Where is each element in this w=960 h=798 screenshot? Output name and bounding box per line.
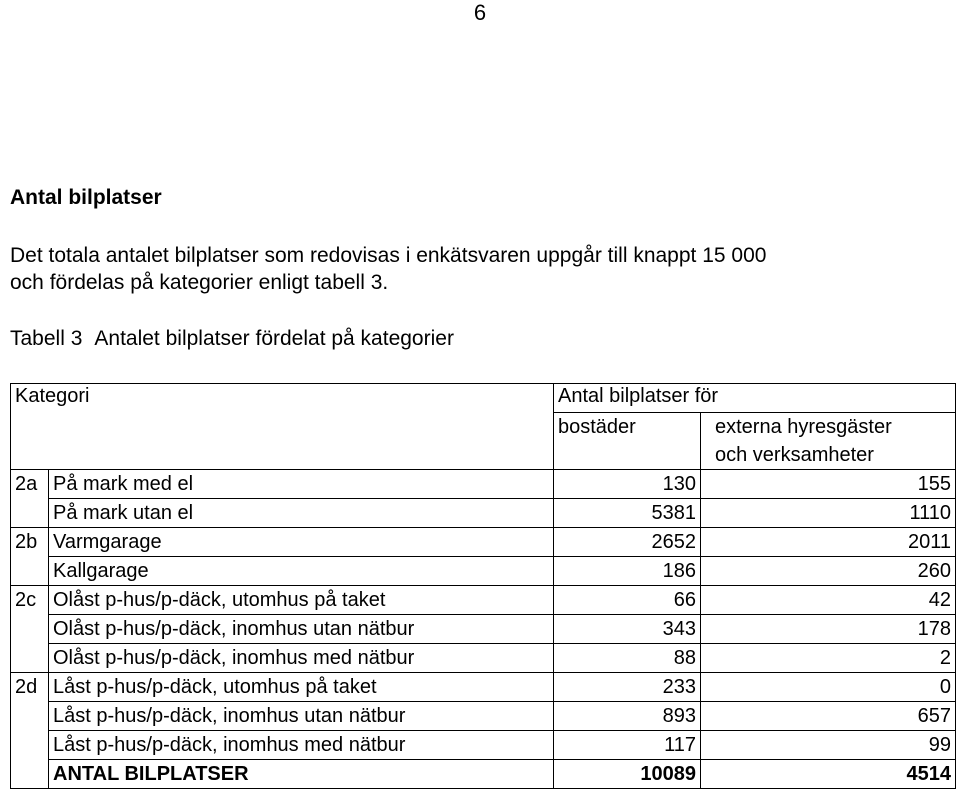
row-code (11, 557, 49, 586)
row-label: Olåst p-hus/p-däck, inomhus utan nätbur (49, 615, 554, 644)
parking-table (10, 383, 956, 789)
total-label: ANTAL BILPLATSER (49, 760, 554, 789)
header-row-1 (11, 384, 956, 413)
row-externa: 0 (701, 673, 956, 702)
page-number: 6 (473, 0, 487, 25)
header-externa-line-1: externa hyresgäster (701, 413, 956, 442)
caption-text: Antalet bilplatser fördelat på kategorier (94, 327, 454, 350)
row-bostader: 88 (554, 644, 701, 673)
row-externa: 1110 (701, 499, 956, 528)
row-bostader: 2652 (554, 528, 701, 557)
header-bostader-blank (554, 441, 701, 470)
row-label: På mark med el (49, 470, 554, 499)
row-externa: 178 (701, 615, 956, 644)
total-bostader: 10089 (554, 760, 701, 789)
row-code (11, 731, 49, 760)
table-row (11, 586, 956, 615)
row-code (11, 615, 49, 644)
row-bostader: 233 (554, 673, 701, 702)
table-caption (10, 326, 454, 352)
row-code: 2c (11, 586, 49, 615)
row-label: Varmgarage (49, 528, 554, 557)
table-row (11, 644, 956, 673)
row-code: 2b (11, 528, 49, 557)
intro-line-1: Det totala antalet bilplatser som redovisas i enkätsvaren uppgår till knappt 15 000 (10, 244, 767, 267)
row-bostader: 186 (554, 557, 701, 586)
table-row (11, 673, 956, 702)
section-title: Antal bilplatser (10, 186, 162, 209)
row-code: 2d (11, 673, 49, 702)
total-externa: 4514 (701, 760, 956, 789)
table-row (11, 702, 956, 731)
row-code (11, 499, 49, 528)
row-bostader: 893 (554, 702, 701, 731)
row-label: På mark utan el (49, 499, 554, 528)
table-row (11, 470, 956, 499)
table-row (11, 731, 956, 760)
row-label: Kallgarage (49, 557, 554, 586)
header-antal-for: Antal bilplatser för (554, 384, 956, 413)
table-row (11, 528, 956, 557)
row-label: Låst p-hus/p-däck, utomhus på taket (49, 673, 554, 702)
row-bostader: 5381 (554, 499, 701, 528)
intro-paragraph (10, 242, 950, 296)
header-bostader: bostäder (554, 413, 701, 442)
total-code-blank (11, 760, 49, 789)
row-externa: 42 (701, 586, 956, 615)
row-bostader: 130 (554, 470, 701, 499)
row-code (11, 644, 49, 673)
header-externa-line-2: och verksamheter (701, 441, 956, 470)
table-row (11, 499, 956, 528)
intro-line-2: och fördelas på kategorier enligt tabell 3. (10, 271, 389, 294)
table-row (11, 615, 956, 644)
row-externa: 2 (701, 644, 956, 673)
row-label: Olåst p-hus/p-däck, inomhus med nätbur (49, 644, 554, 673)
row-label: Låst p-hus/p-däck, inomhus med nätbur (49, 731, 554, 760)
table-row (11, 557, 956, 586)
row-externa: 155 (701, 470, 956, 499)
row-label: Olåst p-hus/p-däck, utomhus på taket (49, 586, 554, 615)
header-kategori: Kategori (11, 384, 554, 470)
row-code (11, 702, 49, 731)
caption-number: Tabell 3 (10, 327, 83, 350)
row-externa: 657 (701, 702, 956, 731)
row-externa: 99 (701, 731, 956, 760)
row-bostader: 343 (554, 615, 701, 644)
row-externa: 2011 (701, 528, 956, 557)
row-externa: 260 (701, 557, 956, 586)
row-label: Låst p-hus/p-däck, inomhus utan nätbur (49, 702, 554, 731)
row-code: 2a (11, 470, 49, 499)
row-bostader: 117 (554, 731, 701, 760)
row-bostader: 66 (554, 586, 701, 615)
total-row (11, 760, 956, 789)
